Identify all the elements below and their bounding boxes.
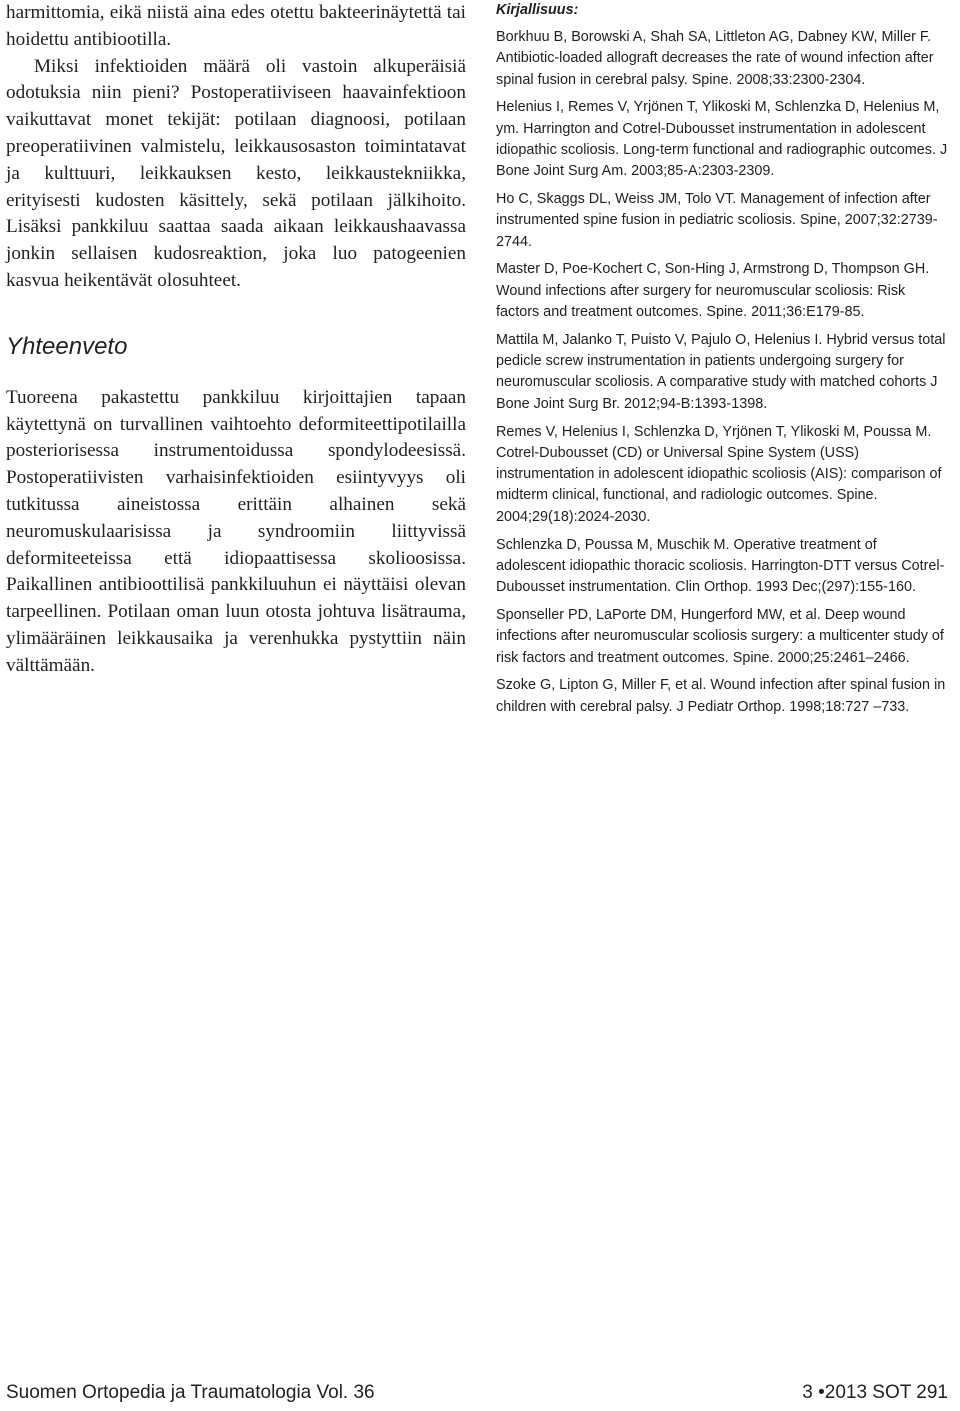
reference-item: Sponseller PD, LaPorte DM, Hungerford MW, et al. Deep wound infections after neuromuscular scoliosis surgery: a multicenter study of risk factors and treatment outcomes. Spine. 2000;25:2461–2466. — [496, 606, 944, 666]
paragraph-1: harmittomia, eikä niistä aina edes otettu bakteerinäytettä tai hoidettu antibiootilla. — [6, 2, 466, 50]
intro-text — [6, 0, 466, 295]
section-heading-summary: Yhteenveto — [6, 332, 128, 360]
references-column — [496, 0, 948, 724]
reference-item: Borkhuu B, Borowski A, Shah SA, Littleton AG, Dabney KW, Miller F. Antibiotic-loaded allograft decreases the rate of wound infection after spinal fusion in cerebral palsy. Spine. 2008;33:2300-2304. — [496, 29, 934, 88]
reference-item: Ho C, Skaggs DL, Weiss JM, Tolo VT. Management of infection after instrumented spine fusion in pediatric scoliosis. Spine, 2007;32:2739-2744. — [496, 191, 938, 250]
paragraph-2: Miksi infektioiden määrä oli vastoin alkuperäisiä odotuksia niin pieni? Postoperatiiviseen haavainfektioon vaikuttavat monet tekijät: potilaan diagnoosi, potilaan preoperatiivinen valmistelu, leikkausosaston toimintatavat ja kulttuuri, leikkauksen kesto, leikkaustekniikka, erityisesti kudosten käsittely, sekä potilaan jälkihoito. Lisäksi pankkiluu saattaa saada aikaan leikkaushaavassa jonkin sellaisen kudosreaktion, joka luo patogeenien kasvua heikentävät olosuhteet. — [6, 55, 466, 291]
main-text-column — [6, 0, 466, 680]
reference-item: Schlenzka D, Poussa M, Muschik M. Operative treatment of adolescent idiopathic thoracic scoliosis. Harrington-DTT versus Cotrel-Dubousset instrumentation. Clin Orthop. 1993 Dec;(297):155-160. — [496, 536, 945, 596]
issue-page-number: 3 •2013 SOT 291 — [802, 1382, 948, 1403]
summary-paragraph: Tuoreena pakastettu pankkiluu kirjoittajien tapaan käytettynä on turvallinen vaihtoehto deformiteettipotilailla posteriorisessa instrumentoidussa spondylodeesissä. Postoperatiivisten varhaisinfektioiden esiintyvyys oli tutkitussa aineistossa erittäin alhainen sekä neuromuskulaarisissa ja syndroomiin liittyvissä deformiteeteissa että idiopaattisessa skolioosissa. Paikallinen antibioottilisä pankkiluuhun ei näyttäisi olevan tarpeellinen. Potilaan oman luun otosta johtuva lisätrauma, ylimääräinen leikkausaika ja verenhukka pystyttiin näin välttämään. — [6, 386, 466, 676]
reference-item: Helenius I, Remes V, Yrjönen T, Ylikoski M, Schlenzka D, Helenius M, ym. Harrington and Cotrel-Dubousset instrumentation in adolescent idiopathic scoliosis. Long-term functional and radiographic outcomes. J Bone Joint Surg Am. 2003;85-A:2303-2309. — [496, 99, 948, 180]
summary-text — [6, 385, 466, 680]
references-heading: Kirjallisuus: — [496, 2, 579, 18]
reference-item: Remes V, Helenius I, Schlenzka D, Yrjönen T, Ylikoski M, Poussa M. Cotrel-Dubousset (CD) or Universal Spine System (USS) instrumentation in adolescent idiopathic scoliosis (AIS): comparison of midterm clinical, functional, and radiologic outcomes. Spine. 2004;29(18):2024-2030. — [496, 423, 942, 525]
reference-item: Mattila M, Jalanko T, Puisto V, Pajulo O, Helenius I. Hybrid versus total pedicle screw instrumentation in patients undergoing surgery for neuromuscular scoliosis. A comparative study with matched cohorts J Bone Joint Surg Br. 2012;94-B:1393-1398. — [496, 331, 946, 412]
journal-title: Suomen Ortopedia ja Traumatologia Vol. 36 — [6, 1382, 375, 1403]
reference-item: Master D, Poe-Kochert C, Son-Hing J, Armstrong D, Thompson GH. Wound infections after surgery for neuromuscular scoliosis: Risk factors and treatment outcomes. Spine. 2011;36:E179-85. — [496, 261, 930, 321]
reference-item: Szoke G, Lipton G, Miller F, et al. Wound infection after spinal fusion in children with cerebral palsy. J Pediatr Orthop. 1998;18:727 –733. — [496, 677, 946, 715]
